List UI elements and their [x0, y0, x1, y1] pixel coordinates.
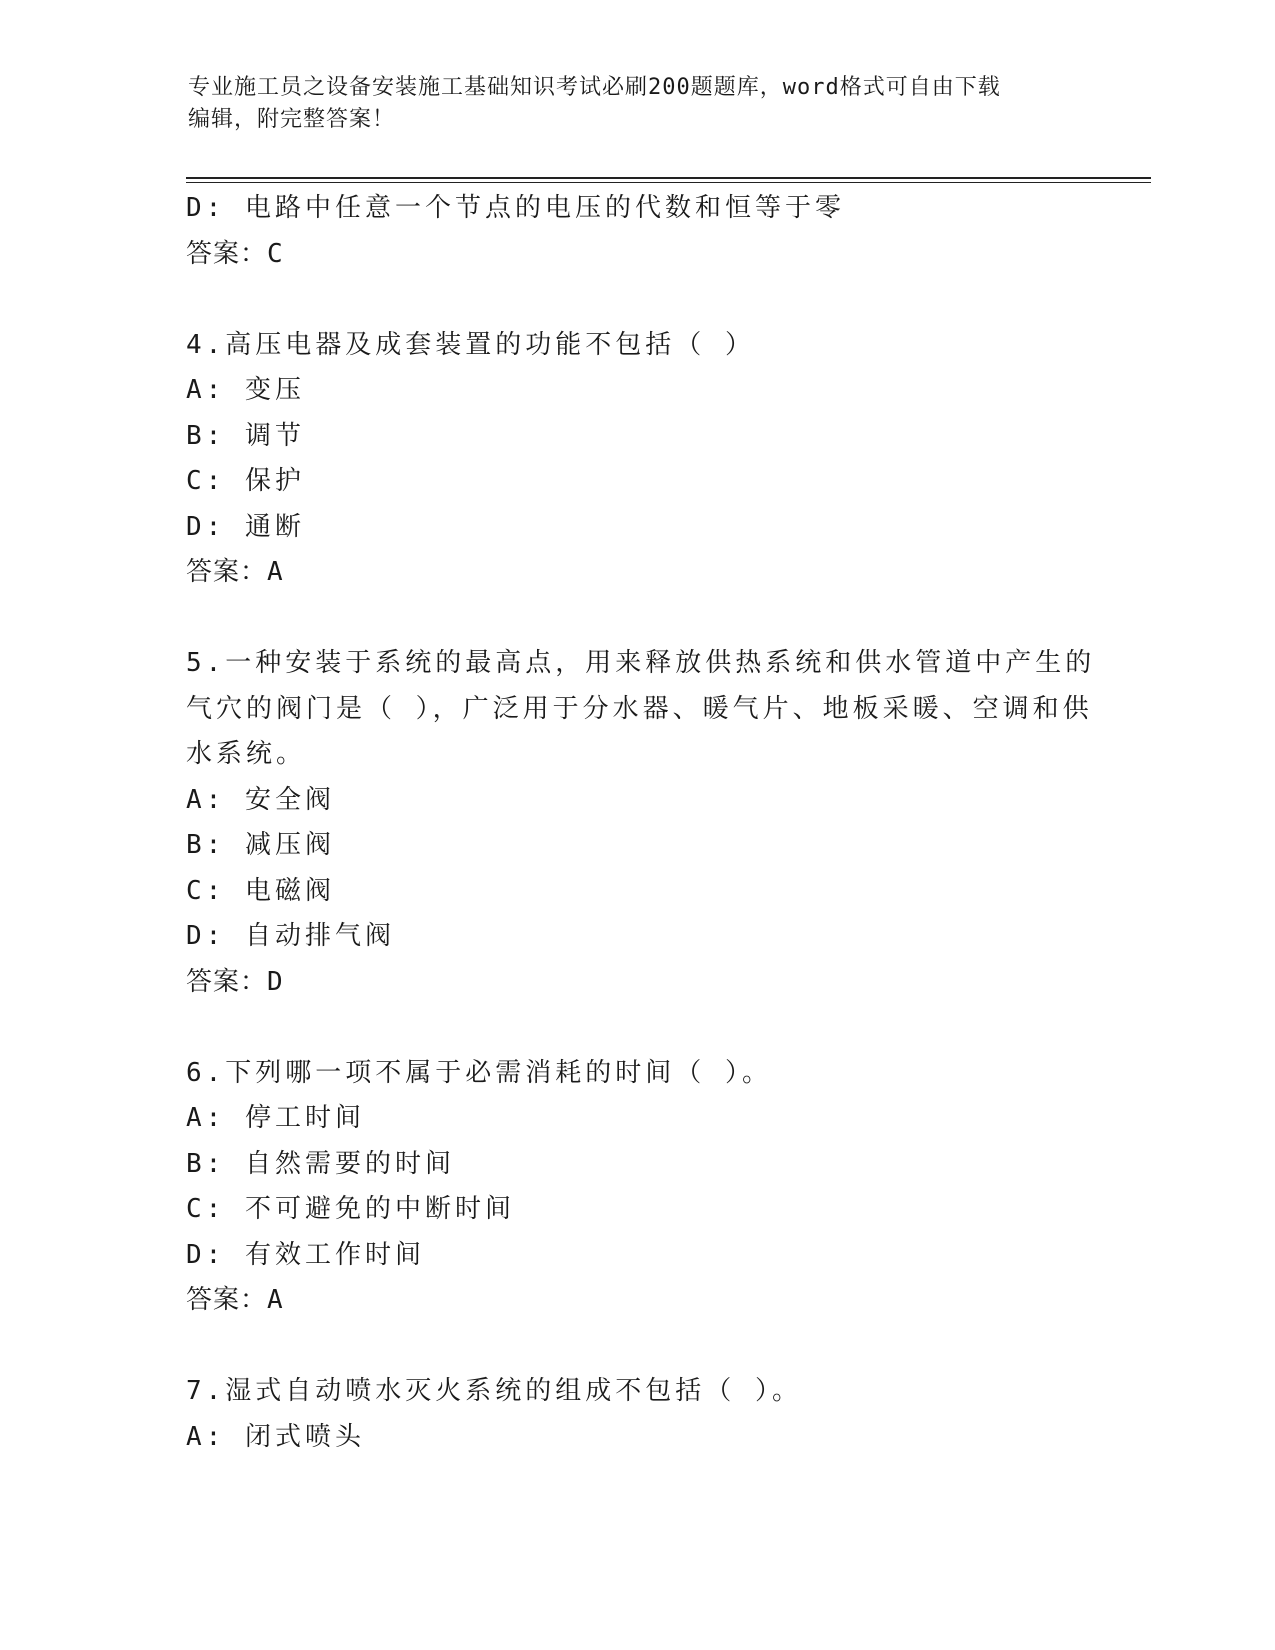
question-4: [186, 323, 1086, 596]
header-title-line-1: 专业施工员之设备安装施工基础知识考试必刷200题题库，word格式可自由下载: [188, 75, 1001, 100]
question-list: [186, 186, 1096, 1460]
option-d: D: 通断: [186, 511, 305, 542]
option-b: B: 减压阀: [186, 830, 335, 860]
question-text-line-1: 5.一种安装于系统的最高点，用来释放供热系统和供水管道中产生的: [186, 648, 1096, 678]
question-text: 6.下列哪一项不属于必需消耗的时间（ ）。: [186, 1057, 772, 1088]
header-divider-thin: [186, 182, 1151, 183]
option-b: B: 自然需要的时间: [186, 1148, 455, 1179]
spacer: [186, 596, 1086, 642]
spacer: [186, 1324, 1086, 1370]
question-text-line-3: 水系统。: [186, 739, 307, 769]
question-5: [186, 641, 1096, 1005]
option-a: A: 安全阀: [186, 784, 335, 815]
option-a: A: 停工时间: [186, 1103, 365, 1133]
question-7: [186, 1369, 1086, 1460]
question-6: [186, 1051, 1086, 1324]
document-header: [188, 72, 1088, 136]
option-b: B: 调节: [186, 420, 305, 451]
header-title-line-2: 编辑，附完整答案！: [188, 107, 396, 132]
option-d: D: 有效工作时间: [186, 1239, 425, 1270]
option-d: D: 电路中任意一个节点的电压的代数和恒等于零: [186, 193, 845, 223]
question-3-tail: [186, 186, 1086, 277]
option-c: C: 保护: [186, 466, 305, 496]
answer-line: 答案：D: [186, 966, 284, 997]
spacer: [186, 1005, 1086, 1051]
answer-line: 答案：A: [186, 557, 284, 587]
option-d: D: 自动排气阀: [186, 921, 395, 951]
option-c: C: 电磁阀: [186, 875, 335, 906]
answer-line: 答案：A: [186, 1285, 284, 1315]
option-a: A: 闭式喷头: [186, 1421, 365, 1452]
option-c: C: 不可避免的中断时间: [186, 1194, 515, 1224]
question-text: 7.湿式自动喷水灭火系统的组成不包括（ ）。: [186, 1376, 802, 1406]
answer-line: 答案：C: [186, 238, 284, 269]
question-text-line-2: 气穴的阀门是（ ），广泛用于分水器、暖气片、地板采暖、空调和供: [186, 693, 1093, 724]
header-divider-thick: [186, 177, 1151, 179]
question-text: 4.高压电器及成套装置的功能不包括（ ）: [186, 329, 755, 360]
spacer: [186, 277, 1086, 323]
option-a: A: 变压: [186, 375, 305, 405]
